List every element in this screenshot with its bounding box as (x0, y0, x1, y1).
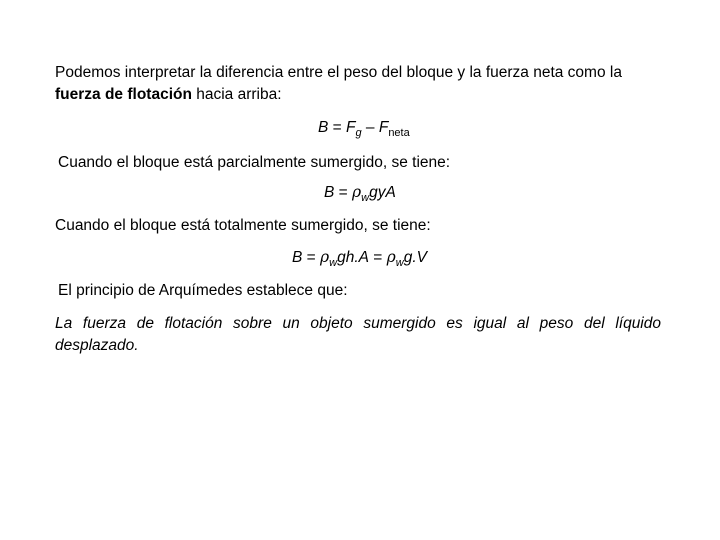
formula3-sub-w-2: w (395, 257, 404, 269)
formula2-sub-w: w (361, 192, 370, 204)
formula1-F-neta: F (378, 119, 389, 136)
formula1-B: B (318, 119, 329, 136)
formula3-equals-2: = (368, 249, 387, 266)
formula3-rho-1: ρ (320, 248, 330, 266)
formula2-equals: = (334, 184, 353, 201)
archimedes-principle-paragraph: El principio de Arquímedes establece que: (58, 282, 348, 299)
formula3-rho-2: ρ (386, 248, 396, 266)
archimedes-statement: La fuerza de flotación sobre un objeto sumergido es igual al peso del líquido desplazado. (55, 315, 661, 354)
formula1-equals: = (328, 119, 347, 136)
formula1-sub-g: g (355, 127, 362, 139)
formula2-rho: ρ (352, 183, 362, 201)
intro-text: Podemos interpretar la diferencia entre el peso del bloque y la fuerza neta como la (55, 64, 622, 81)
intro-paragraph (55, 62, 661, 106)
formula3-sub-w-1: w (329, 257, 338, 269)
formula3-B: B (292, 249, 303, 266)
formula3-equals: = (302, 249, 321, 266)
formula-net-force (318, 117, 410, 139)
formula3-rest-2: g.V (403, 249, 427, 266)
total-submersion-paragraph: Cuando el bloque está totalmente sumergido, se tiene: (55, 217, 431, 234)
buoyant-force-term: fuerza de flotación (55, 86, 192, 103)
formula1-minus: – (361, 119, 379, 136)
formula-total (292, 246, 427, 269)
formula2-rest: gyA (369, 184, 396, 201)
partial-submersion-paragraph: Cuando el bloque está parcialmente sumergido, se tiene: (58, 154, 451, 171)
formula1-sub-neta: neta (388, 127, 410, 139)
formula1-F-g: F (346, 119, 356, 136)
formula2-B: B (324, 184, 335, 201)
intro-tail: hacia arriba: (191, 86, 282, 103)
formula-partial (324, 181, 396, 204)
formula3-rest-1: gh.A (337, 249, 369, 266)
